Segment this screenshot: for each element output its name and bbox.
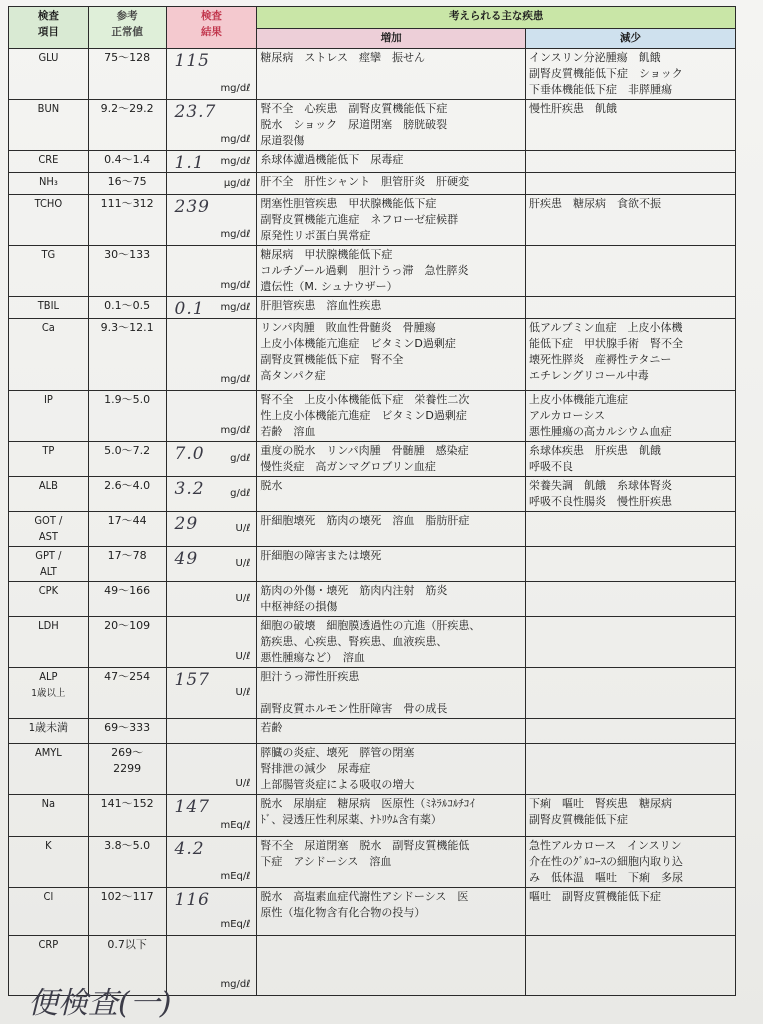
reference-range: 3.8～5.0 — [88, 837, 166, 888]
result-cell — [166, 795, 257, 837]
item-name — [9, 668, 89, 719]
decrease-diseases: インスリン分泌腫瘍 飢餓 副腎皮質機能低下症 ショック 下垂体機能低下症 非膵腫瘍 — [525, 49, 735, 100]
result-value: 3.2 — [174, 479, 205, 499]
result-unit: μg/dℓ — [223, 177, 251, 189]
decrease-diseases: 栄養失調 飢餓 糸球体腎炎 呼吸不良性腸炎 慢性肝疾患 — [525, 477, 735, 512]
item-label: AMYL — [34, 746, 62, 759]
item-label: TG — [41, 248, 56, 261]
table-row — [9, 49, 736, 100]
decrease-diseases — [525, 151, 735, 173]
result-unit: mg/dℓ — [220, 155, 251, 167]
reference-range: 1.9～5.0 — [88, 391, 166, 442]
header-ref-line2: 正常値 — [111, 26, 143, 38]
reference-range: 17～44 — [88, 512, 166, 547]
table-row — [9, 719, 736, 744]
item-name — [9, 888, 89, 936]
item-name — [9, 297, 89, 319]
reference-range: 5.0～7.2 — [88, 442, 166, 477]
item-label: Cl — [43, 890, 54, 903]
result-value: 7.0 — [174, 444, 205, 464]
reference-range: 20～109 — [88, 617, 166, 668]
header-result-line1: 検査 — [200, 10, 222, 22]
lab-results-table — [8, 6, 736, 996]
table-row — [9, 391, 736, 442]
result-unit: mEq/ℓ — [220, 919, 251, 930]
result-unit: g/dℓ — [230, 453, 251, 464]
item-name — [9, 617, 89, 668]
table-row — [9, 617, 736, 668]
table-row — [9, 744, 736, 795]
result-cell — [166, 195, 257, 246]
item-label: ALP — [39, 670, 58, 683]
decrease-diseases: 急性アルカロース インスリン 介在性のｸﾞﾙｺｰｽの細胞内取り込 み 低体温 嘔吐 下痢 多尿 — [525, 837, 735, 888]
result-unit: U/ℓ — [235, 687, 251, 698]
result-unit: mg/dℓ — [220, 979, 251, 990]
item-name — [9, 442, 89, 477]
table-row — [9, 173, 736, 195]
result-value: 116 — [174, 890, 210, 910]
item-label: NH₃ — [38, 175, 58, 188]
item-label: CRP — [38, 938, 59, 951]
decrease-diseases: 肝疾患 糖尿病 食欲不振 — [525, 195, 735, 246]
result-unit: mg/dℓ — [220, 229, 251, 240]
result-value: 115 — [174, 51, 210, 71]
table-row — [9, 151, 736, 173]
item-name — [9, 795, 89, 837]
increase-diseases: 閉塞性胆管疾患 甲状腺機能低下症 副腎皮質機能亢進症 ネフローゼ症候群 原発性リポ蛋白異常症 — [257, 195, 526, 246]
item-label: TBIL — [37, 299, 60, 312]
item-name — [9, 195, 89, 246]
result-cell — [166, 936, 257, 996]
reference-range: 69～333 — [88, 719, 166, 744]
increase-diseases: 糖尿病 甲状腺機能低下症 コルチゾール過剰 胆汁うっ滞 急性膵炎 遺伝性（M. シュナウザー） — [257, 246, 526, 297]
decrease-diseases: 下痢 嘔吐 腎疾患 糖尿病 副腎皮質機能低下症 — [525, 795, 735, 837]
item-name — [9, 837, 89, 888]
increase-diseases: 細胞の破壊 細胞膜透過性の亢進（肝疾患、 筋疾患、心疾患、腎疾患、血液疾患、 悪性腫瘍など） 溶血 — [257, 617, 526, 668]
table-row — [9, 297, 736, 319]
header-item-line1: 検査 — [37, 10, 59, 22]
table-body — [9, 49, 736, 996]
decrease-diseases — [525, 744, 735, 795]
result-value: 23.7 — [174, 102, 217, 122]
result-cell — [166, 477, 257, 512]
result-cell — [166, 442, 257, 477]
header-result-line2: 結果 — [200, 26, 222, 38]
result-unit: mg/dℓ — [220, 425, 251, 436]
item-name — [9, 477, 89, 512]
result-unit: mg/dℓ — [220, 83, 251, 94]
result-cell — [166, 151, 257, 173]
item-label: Na — [41, 797, 56, 810]
table-row — [9, 837, 736, 888]
reference-range: 9.2～29.2 — [88, 100, 166, 151]
increase-diseases: 肝細胞壊死 筋肉の壊死 溶血 脂肪肝症 — [257, 512, 526, 547]
decrease-diseases: 上皮小体機能亢進症 アルカローシス 悪性腫瘍の高カルシウム血症 — [525, 391, 735, 442]
item-label: GLU — [38, 51, 59, 64]
result-cell — [166, 617, 257, 668]
decrease-diseases — [525, 582, 735, 617]
header-increase: 増加 — [257, 29, 526, 49]
table-row — [9, 319, 736, 391]
item-label: K — [45, 839, 52, 852]
reference-range: 9.3～12.1 — [88, 319, 166, 391]
result-unit: mg/dℓ — [220, 280, 251, 291]
reference-range: 17～78 — [88, 547, 166, 582]
table-row — [9, 195, 736, 246]
result-cell — [166, 888, 257, 936]
item-name — [9, 100, 89, 151]
result-cell — [166, 391, 257, 442]
result-cell — [166, 547, 257, 582]
increase-diseases: 腎不全 上皮小体機能低下症 栄養性二次 性上皮小体機能亢進症 ビタミンD過剰症 若齢 溶血 — [257, 391, 526, 442]
decrease-diseases — [525, 173, 735, 195]
result-cell — [166, 173, 257, 195]
header-item-line2: 項目 — [37, 26, 59, 38]
decrease-diseases — [525, 297, 735, 319]
result-value: 147 — [174, 797, 210, 817]
result-cell — [166, 582, 257, 617]
decrease-diseases: 低アルブミン血症 上皮小体機 能低下症 甲状腺手術 腎不全 壊死性膵炎 産褥性テタニー エチレングリコール中毒 — [525, 319, 735, 391]
header-result — [166, 7, 257, 49]
reference-range: 141～152 — [88, 795, 166, 837]
header-reference — [88, 7, 166, 49]
item-label: LDH — [38, 619, 59, 632]
header-item — [9, 7, 89, 49]
item-name — [9, 49, 89, 100]
item-name — [9, 547, 89, 582]
result-value: 29 — [174, 514, 199, 534]
increase-diseases: 肝胆管疾患 溶血性疾患 — [257, 297, 526, 319]
result-cell — [166, 49, 257, 100]
increase-diseases: リンパ肉腫 敗血性骨髄炎 骨腫瘍 上皮小体機能亢進症 ビタミンD過剰症 副腎皮質機能低下症 腎不全 高タンパク症 — [257, 319, 526, 391]
item-name — [9, 173, 89, 195]
reference-range: 0.7以下 — [88, 936, 166, 996]
reference-range: 269～ 2299 — [88, 744, 166, 795]
result-unit: mEq/ℓ — [220, 871, 251, 882]
item-name — [9, 246, 89, 297]
increase-diseases: 糸球体濾過機能低下 尿毒症 — [257, 151, 526, 173]
reference-range: 49～166 — [88, 582, 166, 617]
item-name — [9, 391, 89, 442]
item-label: CPK — [38, 584, 59, 597]
decrease-diseases — [525, 668, 735, 719]
handwritten-note: 便検査(一) — [28, 986, 172, 1021]
item-label: ALB — [38, 479, 58, 492]
item-name — [9, 319, 89, 391]
decrease-diseases — [525, 936, 735, 996]
item-name — [9, 719, 89, 744]
result-cell — [166, 512, 257, 547]
header-diseases: 考えられる主な疾患 — [257, 7, 736, 29]
result-unit: mg/dℓ — [220, 134, 251, 145]
result-unit: U/ℓ — [235, 778, 251, 789]
table-row — [9, 795, 736, 837]
result-value: 1.1 — [174, 153, 205, 173]
result-cell — [166, 100, 257, 151]
reference-range: 0.1～0.5 — [88, 297, 166, 319]
increase-diseases: 肝細胞の障害または壊死 — [257, 547, 526, 582]
increase-diseases: 膵臓の炎症、壊死 膵管の閉塞 腎排泄の減少 尿毒症 上部腸管炎症による吸収の増大 — [257, 744, 526, 795]
increase-diseases: 脱水 尿崩症 糖尿病 医原性（ﾐﾈﾗﾙｺﾙﾁｺｲ ﾄﾞ、浸透圧性利尿薬、ﾅﾄﾘｳﾑ含有薬） — [257, 795, 526, 837]
reference-range: 16～75 — [88, 173, 166, 195]
table-row — [9, 100, 736, 151]
decrease-diseases: 嘔吐 副腎皮質機能低下症 — [525, 888, 735, 936]
item-label: CRE — [38, 153, 59, 166]
table-row — [9, 246, 736, 297]
result-unit: g/dℓ — [230, 488, 251, 499]
reference-range: 47～254 — [88, 668, 166, 719]
increase-diseases: 腎不全 心疾患 副腎皮質機能低下症 脱水 ショック 尿道閉塞 膀胱破裂 尿道裂傷 — [257, 100, 526, 151]
result-unit: mEq/ℓ — [220, 820, 251, 831]
result-value: 0.1 — [174, 299, 205, 319]
item-name — [9, 151, 89, 173]
item-name — [9, 744, 89, 795]
table-row — [9, 512, 736, 547]
result-unit: U/ℓ — [235, 651, 251, 662]
decrease-diseases — [525, 547, 735, 582]
table-row — [9, 888, 736, 936]
decrease-diseases: 慢性肝疾患 飢餓 — [525, 100, 735, 151]
reference-range: 111～312 — [88, 195, 166, 246]
result-unit: mg/dℓ — [220, 374, 251, 385]
result-cell — [166, 668, 257, 719]
header-decrease: 減少 — [525, 29, 735, 49]
result-value: 239 — [174, 197, 210, 217]
table-row — [9, 582, 736, 617]
decrease-diseases — [525, 719, 735, 744]
header-ref-line1: 参考 — [116, 10, 138, 22]
result-unit: U/ℓ — [235, 558, 251, 569]
item-label: GOT / AST — [34, 514, 63, 543]
result-cell — [166, 246, 257, 297]
increase-diseases: 脱水 — [257, 477, 526, 512]
increase-diseases: 腎不全 尿道閉塞 脱水 副腎皮質機能低 下症 アシドーシス 溶血 — [257, 837, 526, 888]
item-label: GPT / ALT — [35, 549, 62, 578]
result-value: 4.2 — [174, 839, 205, 859]
decrease-diseases: 糸球体疾患 肝疾患 飢餓 呼吸不良 — [525, 442, 735, 477]
item-label: TP — [42, 444, 55, 457]
table-row — [9, 477, 736, 512]
decrease-diseases — [525, 617, 735, 668]
decrease-diseases — [525, 512, 735, 547]
increase-diseases — [257, 936, 526, 996]
item-label: TCHO — [34, 197, 63, 210]
result-cell — [166, 744, 257, 795]
result-cell — [166, 297, 257, 319]
increase-diseases: 糖尿病 ストレス 痙攣 振せん — [257, 49, 526, 100]
increase-diseases: 重度の脱水 リンパ肉腫 骨髄腫 感染症 慢性炎症 高ガンマグロブリン血症 — [257, 442, 526, 477]
increase-diseases: 胆汁うっ滞性肝疾患 副腎皮質ホルモン性肝障害 骨の成長 — [257, 668, 526, 719]
item-label: IP — [43, 393, 53, 406]
result-value: 49 — [174, 549, 199, 569]
reference-range: 0.4～1.4 — [88, 151, 166, 173]
result-value: 157 — [174, 670, 210, 690]
result-unit: U/ℓ — [235, 523, 251, 534]
table-row — [9, 668, 736, 719]
result-cell — [166, 837, 257, 888]
reference-range: 75～128 — [88, 49, 166, 100]
item-name — [9, 582, 89, 617]
item-sublabel: 1歳以上 — [31, 688, 66, 699]
result-cell — [166, 719, 257, 744]
result-cell — [166, 319, 257, 391]
reference-range: 2.6～4.0 — [88, 477, 166, 512]
reference-range: 30～133 — [88, 246, 166, 297]
increase-diseases: 若齢 — [257, 719, 526, 744]
item-label: 1歳未満 — [28, 721, 69, 734]
increase-diseases: 脱水 高塩素血症代謝性アシドーシス 医 原性（塩化物含有化合物の投与） — [257, 888, 526, 936]
result-unit: U/ℓ — [235, 593, 251, 604]
increase-diseases: 肝不全 肝性シャント 胆管肝炎 肝硬変 — [257, 173, 526, 195]
reference-range: 102～117 — [88, 888, 166, 936]
item-label: Ca — [41, 321, 55, 334]
increase-diseases: 筋肉の外傷・壊死 筋肉内注射 筋炎 中枢神経の損傷 — [257, 582, 526, 617]
item-label: BUN — [37, 102, 60, 115]
result-unit: mg/dℓ — [220, 301, 251, 313]
item-name — [9, 512, 89, 547]
table-row — [9, 547, 736, 582]
decrease-diseases — [525, 246, 735, 297]
table-row — [9, 442, 736, 477]
